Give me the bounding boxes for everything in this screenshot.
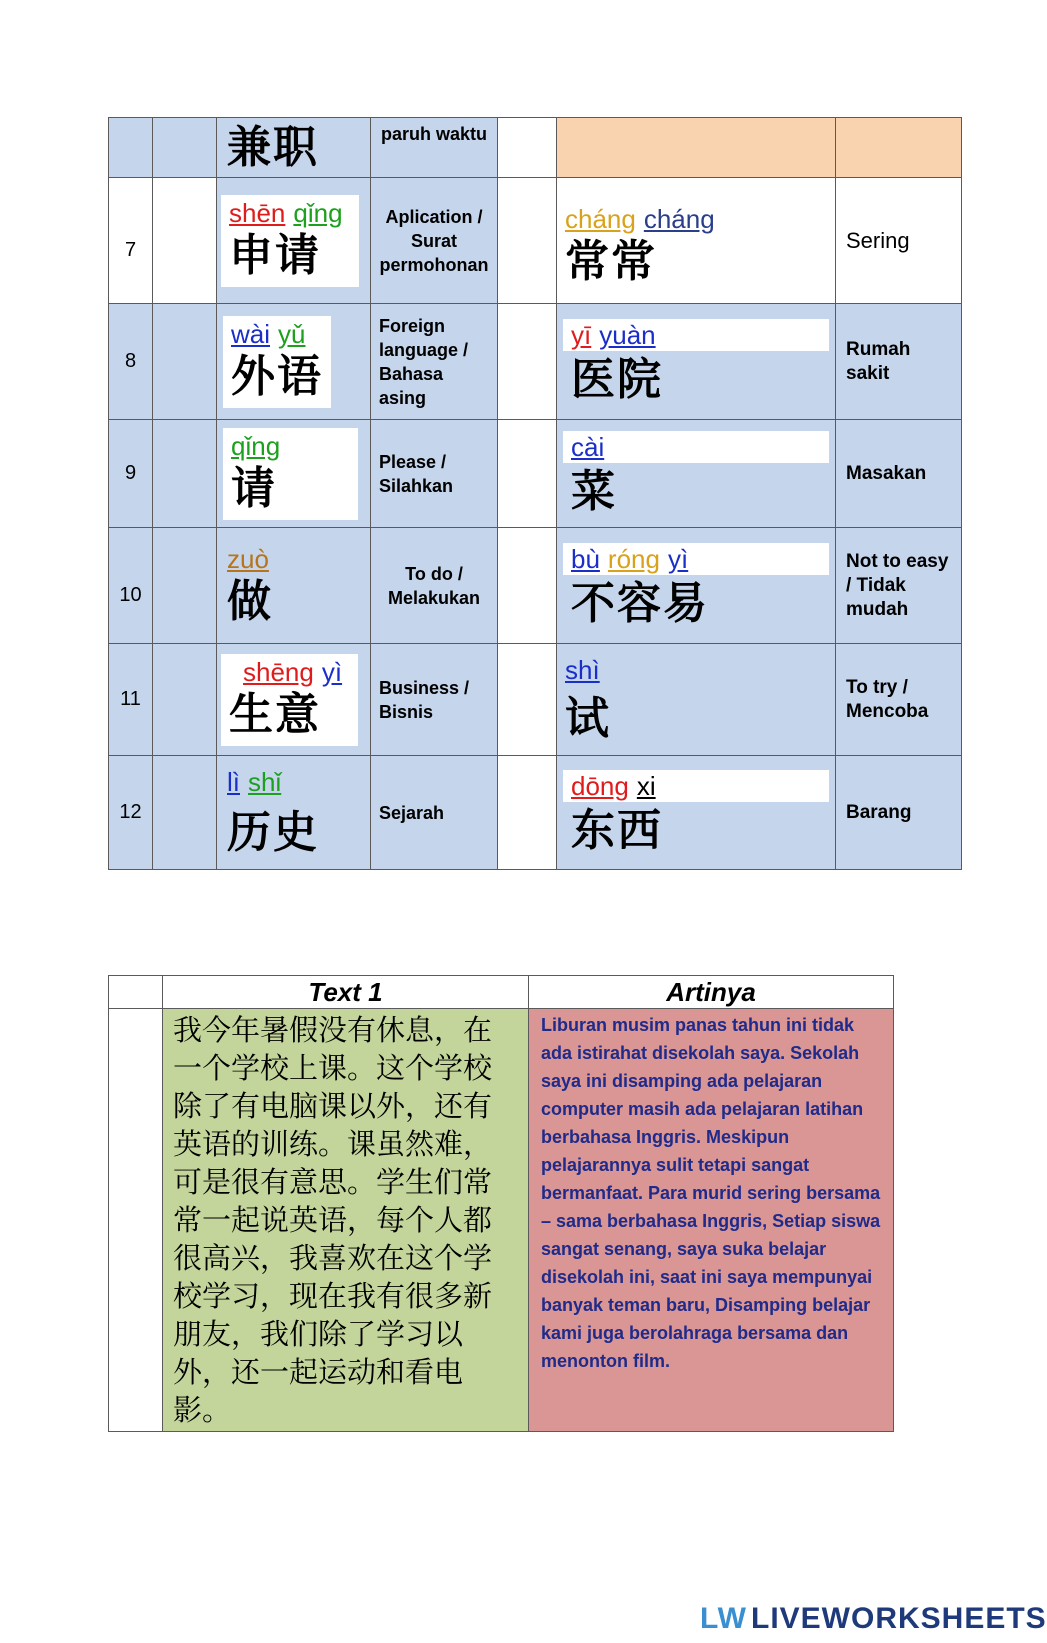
row-number: 11: [109, 644, 153, 756]
table-row: [109, 304, 962, 420]
table-row: [109, 178, 962, 304]
logo-icon: LW: [700, 1602, 747, 1635]
header-text: Text 1: [163, 976, 529, 1009]
table-row: [109, 644, 962, 756]
table-row: [109, 528, 962, 644]
pinyin: cháng cháng: [565, 203, 715, 234]
hanzi-cell: [217, 756, 371, 870]
row-number: 8: [109, 304, 153, 420]
meaning-text: Barang: [846, 801, 912, 823]
hanzi-cell: [217, 118, 371, 178]
meaning-text: paruh waktu: [380, 124, 487, 144]
reading-table: [108, 975, 894, 1432]
row-number: 7: [109, 178, 153, 304]
hanzi-text: 试: [565, 692, 611, 744]
pinyin: dōng xi: [571, 770, 656, 801]
table-row: [109, 756, 962, 870]
hanzi-cell-2: [557, 420, 836, 528]
hanzi-text: 医院: [571, 353, 663, 405]
hanzi-text: 外语: [231, 350, 323, 402]
logo-text: LIVEWORKSHEETS: [751, 1602, 1047, 1635]
hanzi-cell: [217, 420, 371, 528]
meaning-text: Not to easy / Tidak mudah: [846, 550, 949, 620]
hanzi-cell-2: [557, 528, 836, 644]
answer-meaning-cell[interactable]: [836, 118, 962, 178]
table-row: [109, 1009, 894, 1432]
hanzi-cell-2: [557, 756, 836, 870]
pinyin: qǐng: [231, 430, 281, 461]
translation-text: Liburan musim panas tahun ini tidak ada istirahat disekolah saya. Sekolah saya ini disamping ada pelajaran computer masih ada pelajaran latihan berbahasa Inggris. Meskipun pelajarannya sulit tetapi sangat bermanfaat. Para murid sering bersama – sama berbahasa Inggris, Setiap siswa sangat senang, saya suka belajar disekolah ini, saat ini saya mempunyai banyak teman baru, Disamping belajar kami juga berolahraga bersama dan menonton film.: [529, 1009, 894, 1432]
header-meaning: Artinya: [529, 976, 894, 1009]
row-number: 9: [109, 420, 153, 528]
hanzi-cell: [217, 178, 371, 304]
meaning-text: To try / Mencoba: [846, 676, 929, 722]
pinyin: shì: [565, 654, 600, 685]
meaning-text: Sejarah: [379, 802, 445, 823]
pinyin: wài yǔ: [231, 318, 306, 349]
liveworksheets-logo: [700, 1602, 1047, 1636]
hanzi-text: 菜: [571, 465, 617, 517]
hanzi-text: 兼职: [227, 121, 319, 173]
pinyin: zuò: [227, 543, 269, 574]
hanzi-cell-2: [557, 304, 836, 420]
hanzi-text: 东西: [571, 804, 663, 856]
table-row: [109, 118, 962, 178]
meaning-text: Business / Bisnis: [379, 677, 470, 722]
hanzi-text: 不容易: [571, 577, 709, 629]
table-row: [109, 420, 962, 528]
vocabulary-table: [108, 117, 962, 870]
hanzi-cell-2: [557, 178, 836, 304]
pinyin: bù róng yì: [571, 543, 689, 574]
hanzi-text: 生意: [229, 688, 321, 740]
hanzi-text: 申请: [229, 229, 321, 281]
meaning-text: Masakan: [846, 462, 927, 484]
meaning-text: Rumah sakit: [846, 338, 911, 384]
answer-cell[interactable]: [557, 118, 836, 178]
hanzi-cell: [217, 644, 371, 756]
row-number: 10: [109, 528, 153, 644]
row-number: [109, 118, 153, 178]
pinyin: lì shǐ: [227, 766, 282, 797]
meaning-text: Aplication / Surat permohonan: [379, 206, 489, 275]
table-header-row: [109, 976, 894, 1009]
pinyin: shēng yì: [243, 656, 343, 687]
hanzi-text: 做: [227, 575, 273, 627]
hanzi-cell: [217, 528, 371, 644]
chinese-text: 我今年暑假没有休息，在一个学校上课。这个学校除了有电脑课以外，还有英语的训练。课虽然难，可是很有意思。学生们常常一起说英语，每个人都很高兴，我喜欢在这个学校学习，现在我有很多新朋友，我们除了学习以外，还一起运动和看电影。: [163, 1009, 529, 1432]
row-number: 12: [109, 756, 153, 870]
meaning-text: Foreign language / Bahasa asing: [379, 315, 469, 408]
pinyin: yī yuàn: [571, 319, 656, 350]
hanzi-text: 请: [231, 462, 277, 514]
hanzi-text: 常常: [565, 235, 657, 287]
meaning-text: To do / Melakukan: [387, 563, 481, 608]
hanzi-text: 历史: [227, 806, 319, 858]
pinyin: cài: [571, 431, 605, 462]
hanzi-cell-2: [557, 644, 836, 756]
meaning-text: Sering: [846, 227, 910, 253]
meaning-text: Please / Silahkan: [379, 451, 454, 496]
hanzi-cell: [217, 304, 371, 420]
pinyin: shēn qǐng: [229, 197, 343, 228]
